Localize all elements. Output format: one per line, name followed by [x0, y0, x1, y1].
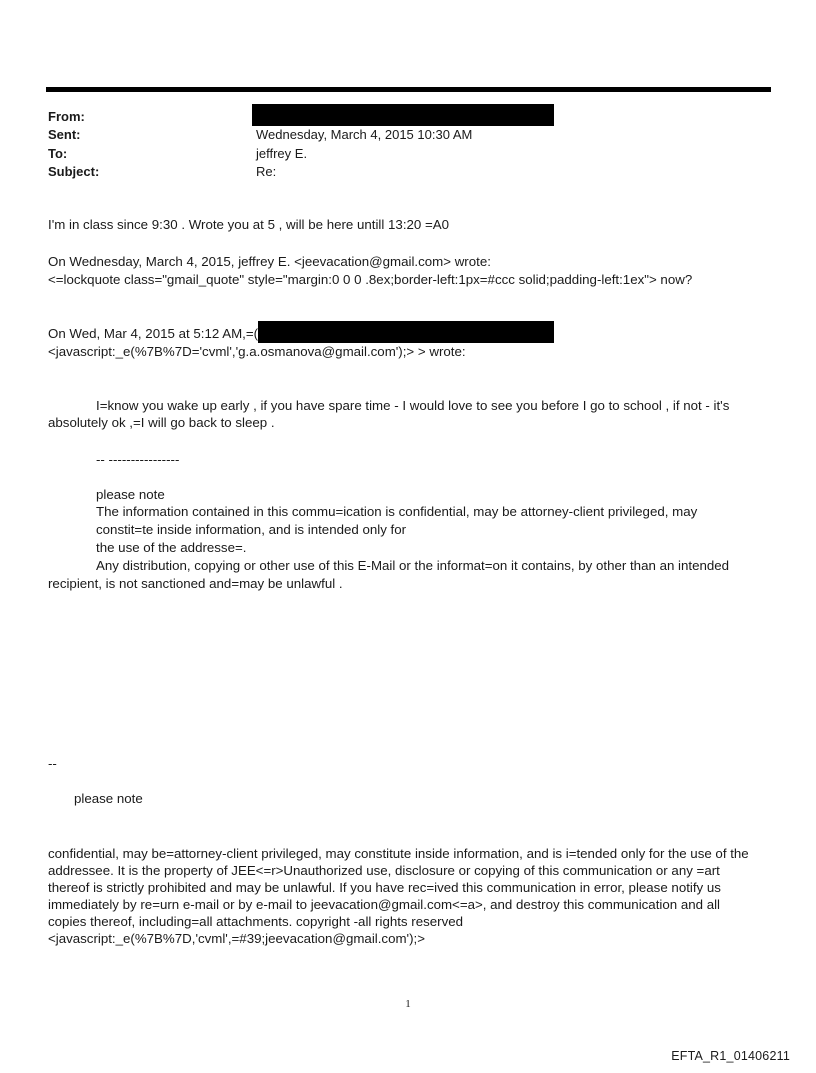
- message-paragraph: I=know you wake up early , if you have spare time - I would love to see you before I go to school , if not - it's absolutely ok ,=I will go back to sleep .: [48, 398, 730, 430]
- signature-line-5: recipient, is not sanctioned and=may be unlawful .: [48, 576, 343, 591]
- disclaimer-text: confidential, may be=attorney-client privileged, may constitute inside information, and is i=tended only for the use of the addressee. It is the property of JEE<=r>Unauthorized use, disclosure or copying of this communication or any =art thereof is strictly prohibited and may be unlawful. If you have rec=ived this communication in error, please notify us immediately by re=urn e-mail or by e-mail to jeevacation@gmail.com<=a>, and destroy this communication and all copies thereof, including=all attachments. copyright -all rights reserved: [48, 846, 749, 929]
- to-value: jeffrey E.: [256, 146, 308, 161]
- quote-intro-line-2: <=lockquote class="gmail_quote" style="margin:0 0 0 .8ex;border-left:1px=#ccc solid;padding-left:1ex"> now?: [48, 272, 693, 287]
- document-id: EFTA_R1_01406211: [671, 1049, 790, 1063]
- signature-note: please note: [96, 487, 165, 502]
- reply-line: I'm in class since 9:30 . Wrote you at 5 , will be here untill 13:20 =A0: [48, 217, 450, 232]
- from-label: From:: [48, 109, 85, 124]
- from-redaction: [252, 104, 554, 126]
- header-rule: [46, 87, 771, 92]
- signature-line-3: the use of the addresse=.: [96, 540, 247, 555]
- disclaimer-paragraph: [48, 845, 760, 947]
- sent-value: Wednesday, March 4, 2015 10:30 AM: [256, 127, 473, 142]
- quote-intro-line-1: On Wednesday, March 4, 2015, jeffrey E. <jeevacation@gmail.com> wrote:: [48, 254, 491, 269]
- quote2-intro-line-2: <javascript:_e(%7B%7D='cvml','g.a.osmanova@gmail.com');> > wrote:: [48, 344, 466, 359]
- quote2-intro-line-1: On Wed, Mar 4, 2015 at 5:12 AM,=(: [48, 326, 259, 341]
- sent-label: Sent:: [48, 127, 81, 142]
- bottom-dashes: --: [48, 756, 57, 771]
- signature-line-4: Any distribution, copying or other use of this E-Mail or the informat=on it contains, by other than an intended: [96, 558, 730, 573]
- bottom-note: please note: [74, 791, 143, 806]
- subject-value: Re:: [256, 164, 277, 179]
- sender-redaction: [258, 321, 554, 343]
- signature-dashes: -- ----------------: [96, 452, 180, 467]
- to-label: To:: [48, 146, 68, 161]
- subject-label: Subject:: [48, 164, 100, 179]
- disclaimer-javascript-link: <javascript:_e(%7B%7D,'cvml',=#39;jeevacation@gmail.com');>: [48, 931, 425, 946]
- signature-line-2: constit=te inside information, and is intended only for: [96, 522, 407, 537]
- signature-line-1: The information contained in this commu=ication is confidential, may be attorney-client privileged, may: [96, 504, 698, 519]
- page-number: 1: [405, 998, 411, 1010]
